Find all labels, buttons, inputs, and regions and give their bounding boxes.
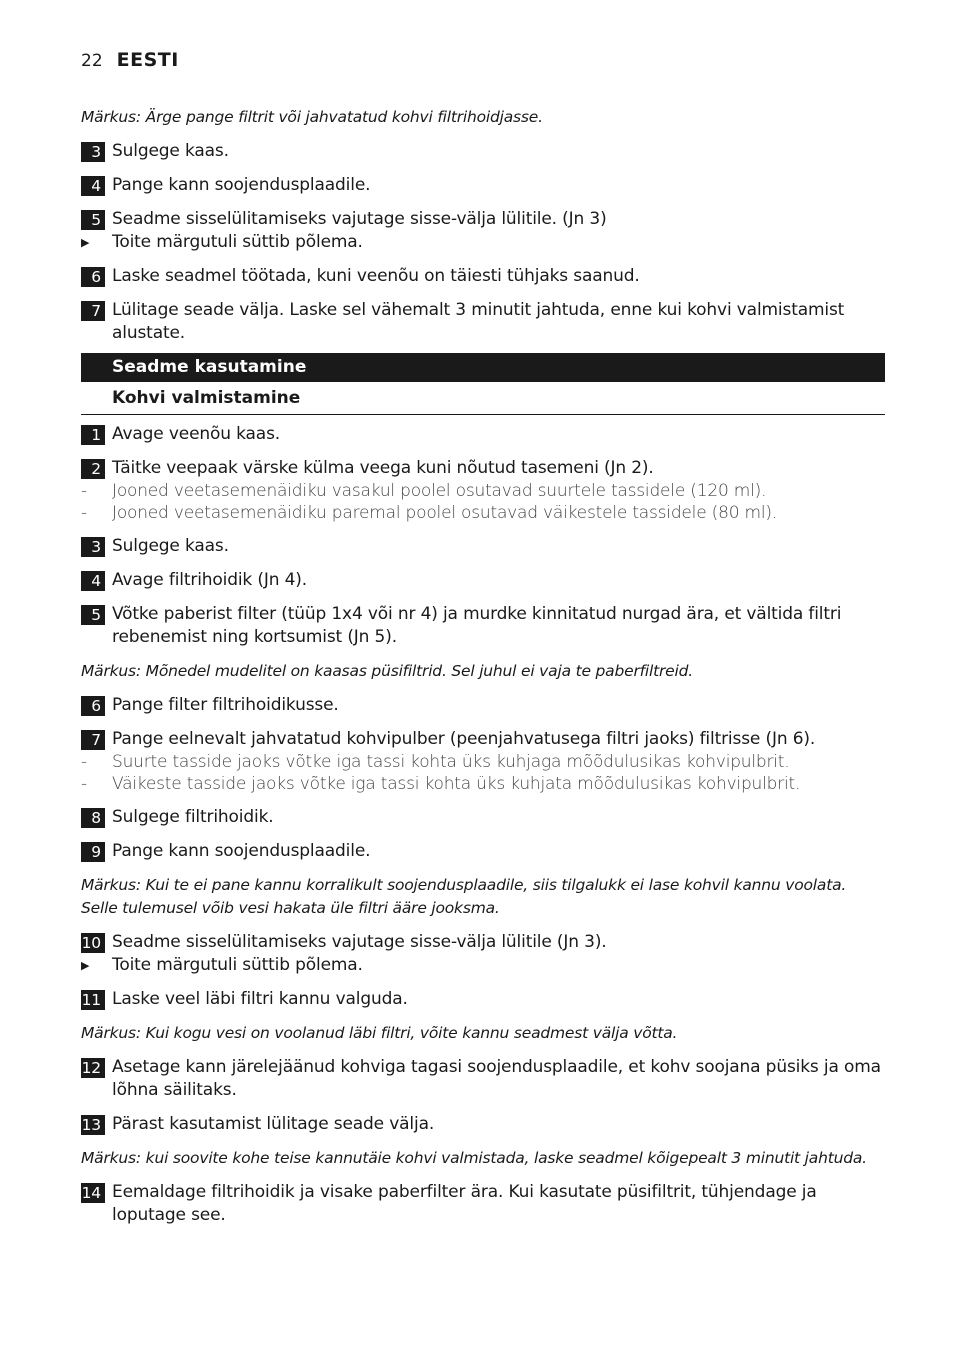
step-item [81, 457, 885, 480]
note-text: Märkus: Kui kogu vesi on voolanud läbi filtri, võite kannu seadmest välja võtta. [81, 1024, 678, 1042]
step-number-badge: 4 [81, 176, 105, 196]
step-number-badge: 13 [81, 1115, 105, 1135]
step-number-badge: 6 [81, 696, 105, 716]
step-text: Pange kann soojendusplaadile. [112, 175, 371, 195]
section-language-title: EESTI [116, 49, 179, 71]
page-header [81, 49, 179, 71]
step-text: Sulgege filtrihoidik. [112, 807, 274, 827]
result-arrow-icon: ▶ [81, 236, 90, 249]
bullet-text: Suurte tasside jaoks võtke iga tassi kohta üks kuhjaga mõõdulusikas kohvipulbrit. [112, 752, 790, 772]
bullet-item [81, 480, 885, 502]
step-number-badge: 12 [81, 1058, 105, 1078]
step-number-badge: 3 [81, 142, 105, 162]
bullet-item [81, 751, 885, 773]
step-number-badge: 5 [81, 605, 105, 625]
section-heading: Seadme kasutamine [81, 353, 885, 382]
step-text: Seadme sisselülitamiseks vajutage sisse-välja lülitile (Jn 3). [112, 932, 607, 952]
step-text: Laske seadmel töötada, kuni veenõu on täiesti tühjaks saanud. [112, 266, 640, 286]
note-text: Märkus: Mõnedel mudelitel on kaasas püsifiltrid. Sel juhul ei vaja te paberfiltreid. [81, 662, 693, 680]
note-text: Märkus: Ärge pange filtrit või jahvatatud kohvi filtrihoidjasse. [81, 108, 543, 126]
step-number-badge: 2 [81, 459, 105, 479]
step-item [81, 931, 885, 954]
step-item [81, 988, 885, 1011]
step-item [81, 265, 885, 288]
step-item [81, 840, 885, 863]
step-item [81, 299, 885, 345]
step-text: Sulgege kaas. [112, 536, 229, 556]
dash-bullet-icon: - [81, 774, 87, 794]
result-item [81, 954, 885, 977]
bullet-text: Väikeste tasside jaoks võtke iga tassi kohta üks kuhjata mõõdulusikas kohvipulbrit. [112, 774, 801, 794]
step-text: Eemaldage filtrihoidik ja visake paberfilter ära. Kui kasutate püsifiltrit, tühjendage ja loputage see. [112, 1182, 817, 1225]
step-item [81, 569, 885, 592]
step-text: Täitke veepaak värske külma veega kuni nõutud tasemeni (Jn 2). [112, 458, 654, 478]
step-item [81, 174, 885, 197]
step-text: Avage veenõu kaas. [112, 424, 281, 444]
step-number-badge: 6 [81, 267, 105, 287]
step-item [81, 423, 885, 446]
step-item [81, 1056, 885, 1102]
result-text: Toite märgutuli süttib põlema. [112, 232, 363, 252]
step-item [81, 728, 885, 751]
dash-bullet-icon: - [81, 481, 87, 501]
step-number-badge: 5 [81, 210, 105, 230]
step-number-badge: 9 [81, 842, 105, 862]
bullet-text: Jooned veetasemenäidiku paremal poolel osutavad väikestele tassidele (80 ml). [112, 503, 778, 523]
dash-bullet-icon: - [81, 503, 87, 523]
step-item [81, 140, 885, 163]
step-text: Võtke paberist filter (tüüp 1x4 või nr 4) ja murdke kinnitatud nurgad ära, et vältida filtri rebenemist ning kortsumist (Jn 5). [112, 604, 842, 647]
bullet-text: Jooned veetasemenäidiku vasakul poolel osutavad suurtele tassidele (120 ml). [112, 481, 767, 501]
step-item [81, 208, 885, 231]
step-number-badge: 7 [81, 301, 105, 321]
step-text: Asetage kann järelejäänud kohviga tagasi soojendusplaadile, et kohv soojana püsiks ja oma lõhna säilitaks. [112, 1057, 881, 1100]
step-item [81, 1181, 885, 1227]
step-number-badge: 1 [81, 425, 105, 445]
step-item [81, 1113, 885, 1136]
step-number-badge: 10 [81, 933, 105, 953]
step-number-badge: 7 [81, 730, 105, 750]
step-text: Pärast kasutamist lülitage seade välja. [112, 1114, 435, 1134]
note-text: Märkus: kui soovite kohe teise kannutäie kohvi valmistada, laske seadmel kõigepealt 3 minutit jahtuda. [81, 1149, 867, 1167]
step-text: Sulgege kaas. [112, 141, 229, 161]
step-item [81, 694, 885, 717]
subsection-heading: Kohvi valmistamine [81, 382, 885, 415]
step-item [81, 806, 885, 829]
document-body [81, 106, 885, 1227]
step-item [81, 535, 885, 558]
page-number: 22 [81, 51, 103, 71]
step-text: Pange filter filtrihoidikusse. [112, 695, 339, 715]
step-text: Seadme sisselülitamiseks vajutage sisse-välja lülitile. (Jn 3) [112, 209, 607, 229]
step-number-badge: 14 [81, 1183, 105, 1203]
step-number-badge: 8 [81, 808, 105, 828]
result-text: Toite märgutuli süttib põlema. [112, 955, 363, 975]
bullet-item [81, 773, 885, 795]
result-arrow-icon: ▶ [81, 959, 90, 972]
step-text: Pange eelnevalt jahvatatud kohvipulber (peenjahvatusega filtri jaoks) filtrisse (Jn 6). [112, 729, 816, 749]
step-text: Laske veel läbi filtri kannu valguda. [112, 989, 408, 1009]
step-text: Lülitage seade välja. Laske sel vähemalt 3 minutit jahtuda, enne kui kohvi valmistamist alustate. [112, 300, 845, 343]
step-number-badge: 3 [81, 537, 105, 557]
dash-bullet-icon: - [81, 752, 87, 772]
step-number-badge: 4 [81, 571, 105, 591]
step-text: Avage filtrihoidik (Jn 4). [112, 570, 308, 590]
step-number-badge: 11 [81, 990, 105, 1010]
note-text: Märkus: Kui te ei pane kannu korralikult soojendusplaadile, siis tilgalukk ei lase kohvil kannu voolata. Selle tulemusel võib vesi hakata üle filtri ääre jooksma. [81, 876, 847, 917]
result-item [81, 231, 885, 254]
step-item [81, 603, 885, 649]
step-text: Pange kann soojendusplaadile. [112, 841, 371, 861]
bullet-item [81, 502, 885, 524]
